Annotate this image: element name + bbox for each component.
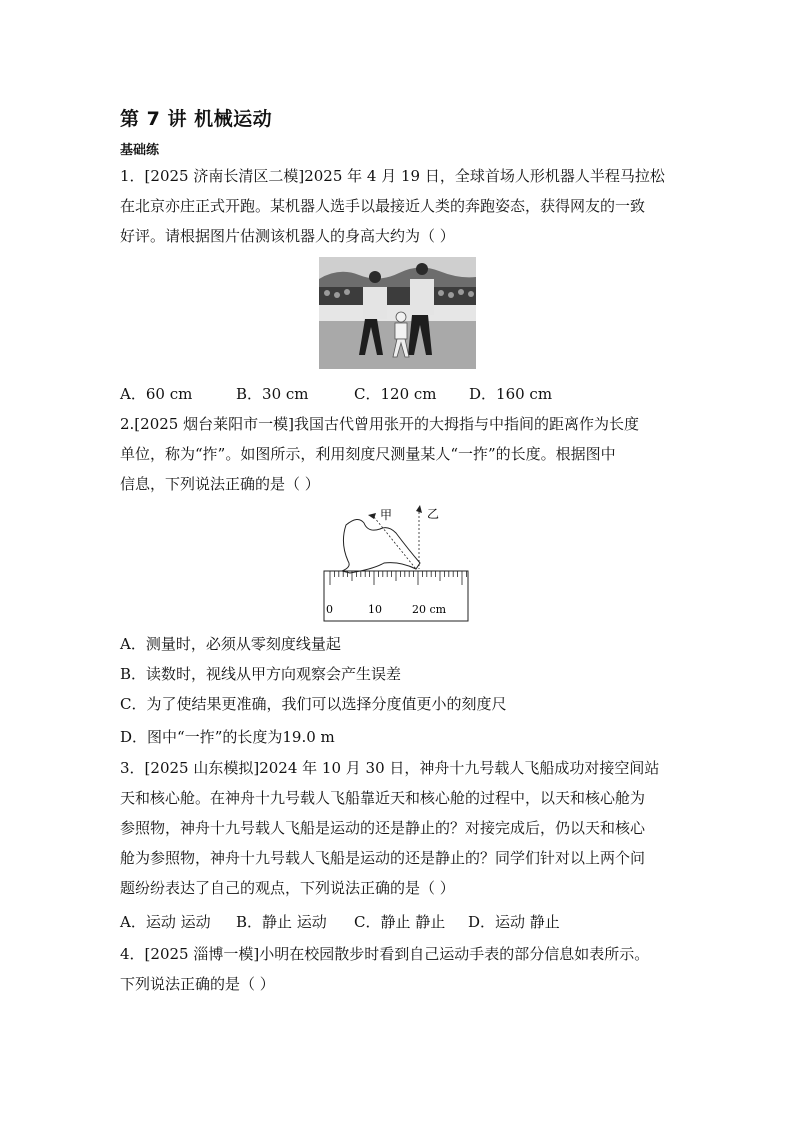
q2-line-2: 单位，称为“拃”。如图所示，利用刻度尺测量某人“一拃”的长度。根据图中 (120, 445, 616, 463)
q2-option-a: A．测量时，必须从零刻度线量起 (120, 635, 341, 653)
q2-option-c: C．为了使结果更准确，我们可以选择分度值更小的刻度尺 (120, 695, 507, 713)
label-yi: 乙 (427, 507, 440, 521)
q4-line-1: 4．[2025 淄博一模]小明在校园散步时看到自己运动手表的部分信息如表所示。 (120, 945, 650, 963)
eye-yi-icon (416, 505, 422, 513)
q1-line-1: 1．[2025 济南长清区二模]2025 年 4 月 19 日，全球首场人形机器人半程马拉松 (120, 167, 665, 185)
lesson-title: 第 7 讲 机械运动 (120, 108, 273, 130)
robot-marathon-photo (319, 257, 476, 369)
ruler-tick-label-20: 20 cm (412, 603, 447, 616)
q3-line-4: 舱为参照物，神舟十九号载人飞船是运动的还是静止的？同学们针对以上两个问 (120, 849, 646, 867)
q3-option-c: C．静止 静止 (354, 913, 446, 931)
q2-line-1: 2.[2025 烟台莱阳市一模]我国古代曾用张开的大拇指与中指间的距离作为长度 (120, 415, 639, 433)
q3-line-3: 参照物，神舟十九号载人飞船是运动的还是静止的？对接完成后，仍以天和核心 (120, 819, 646, 837)
section-heading: 基础练 (120, 143, 160, 158)
q4-line-2: 下列说法正确的是（ ） (120, 975, 275, 993)
label-jia: 甲 (380, 508, 393, 522)
ruler-tick-label-10: 10 (368, 603, 382, 616)
q1-line-2: 在北京亦庄正式开跑。某机器人选手以最接近人类的奔跑姿态，获得网友的一致 (120, 197, 646, 215)
q3-option-a: A．运动 运动 (120, 913, 211, 931)
q3-option-d: D．运动 静止 (468, 913, 560, 931)
q2-line-3: 信息，下列说法正确的是（ ） (120, 475, 320, 493)
hand-span-ruler-figure (322, 503, 470, 623)
q1-line-3: 好评。请根据图片估测该机器人的身高大约为（ ） (120, 227, 455, 245)
q1-option-c: C．120 cm (354, 385, 437, 403)
q3-line-2: 天和核心舱。在神舟十九号载人飞船靠近天和核心舱的过程中，以天和核心舱为 (120, 789, 646, 807)
ruler-tick-label-0: 0 (326, 603, 333, 616)
q3-line-1: 3．[2025 山东模拟]2024 年 10 月 30 日，神舟十九号载人飞船成功对接空间站 (120, 759, 660, 777)
q1-option-d: D．160 cm (469, 385, 553, 403)
q3-line-5: 题纷纷表达了自己的观点，下列说法正确的是（ ） (120, 879, 455, 897)
q1-option-a: A．60 cm (120, 385, 193, 403)
q2-option-b: B．读数时，视线从甲方向观察会产生误差 (120, 665, 402, 683)
q3-option-b: B．静止 运动 (236, 913, 327, 931)
q2-option-d: D．图中“一拃”的长度为19.0 m (120, 728, 335, 746)
q1-option-b: B．30 cm (236, 385, 309, 403)
